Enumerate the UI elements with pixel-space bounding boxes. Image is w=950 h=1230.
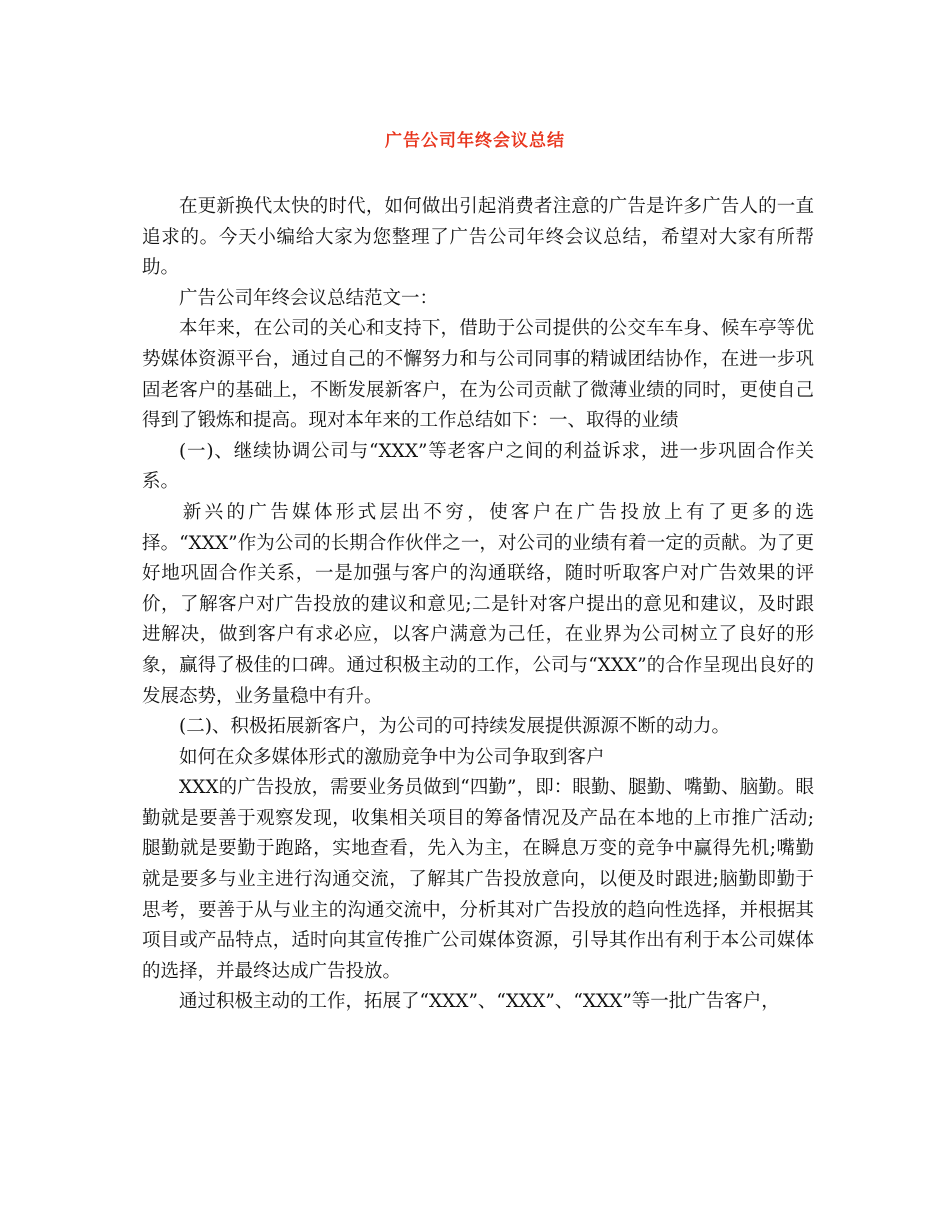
paragraph-new-clients: 通过积极主动的工作，拓展了“XXX”、“XXX”、“XXX”等一批广告客户， xyxy=(179,991,780,1013)
document-body xyxy=(142,192,814,1018)
paragraph-section-two: (二)、积极拓展新客户，为公司的可持续发展提供源源不断的动力。 xyxy=(179,716,730,738)
paragraph-competition: 如何在众多媒体形式的激励竞争中为公司争取到客户 xyxy=(179,746,605,768)
paragraph-new-media: 新兴的广告媒体形式层出不穷，使客户在广告投放上有了更多的选择。“XXX”作为公司的长期合作伙伴之一，对公司的业绩有着一定的贡献。为了更好地巩固合作关系，一是加强与客户的沟通联络，随时听取客户对广告效果的评价，了解客户对广告投放的建议和意见;二是针对客户提出的意见和建议，及时跟进解决，做到客户有求必应，以客户满意为己任，在业界为公司树立了良好的形象，赢得了极佳的口碑。通过积极主动的工作，公司与“XXX”的合作呈现出良好的发展态势，业务量稳中有升。 xyxy=(142,501,814,707)
paragraph-section-one: (一)、继续协调公司与“XXX”等老客户之间的利益诉求，进一步巩固合作关系。 xyxy=(142,440,814,493)
paragraph-four-diligences: XXX的广告投放，需要业务员做到“四勤”，即：眼勤、腿勤、嘴勤、脑勤。眼勤就是要善于观察发现，收集相关项目的筹备情况及产品在本地的上市推广活动;腿勤就是要勤于跑路，实地查看，先入为主，在瞬息万变的竞争中赢得先机;嘴勤就是要多与业主进行沟通交流，了解其广告投放意向，以便及时跟进;脑勤即勤于思考，要善于从与业主的沟通交流中，分析其对广告投放的趋向性选择，并根据其项目或产品特点，适时向其宣传推广公司媒体资源，引导其作出有利于本公司媒体的选择，并最终达成广告投放。 xyxy=(142,777,814,982)
paragraph-sample-heading: 广告公司年终会议总结范文一： xyxy=(179,287,439,309)
paragraph-intro: 在更新换代太快的时代，如何做出引起消费者注意的广告是许多广告人的一直追求的。今天小编给大家为您整理了广告公司年终会议总结，希望对大家有所帮助。 xyxy=(142,196,814,279)
paragraph-overview: 本年来，在公司的关心和支持下，借助于公司提供的公交车车身、候车亭等优势媒体资源平台，通过自己的不懈努力和与公司同事的精诚团结协作，在进一步巩固老客户的基础上，不断发展新客户，在为公司贡献了微薄业绩的同时，更使自己得到了锻炼和提高。现对本年来的工作总结如下：一、取得的业绩 xyxy=(142,318,814,432)
document-title: 广告公司年终会议总结 xyxy=(385,131,565,151)
